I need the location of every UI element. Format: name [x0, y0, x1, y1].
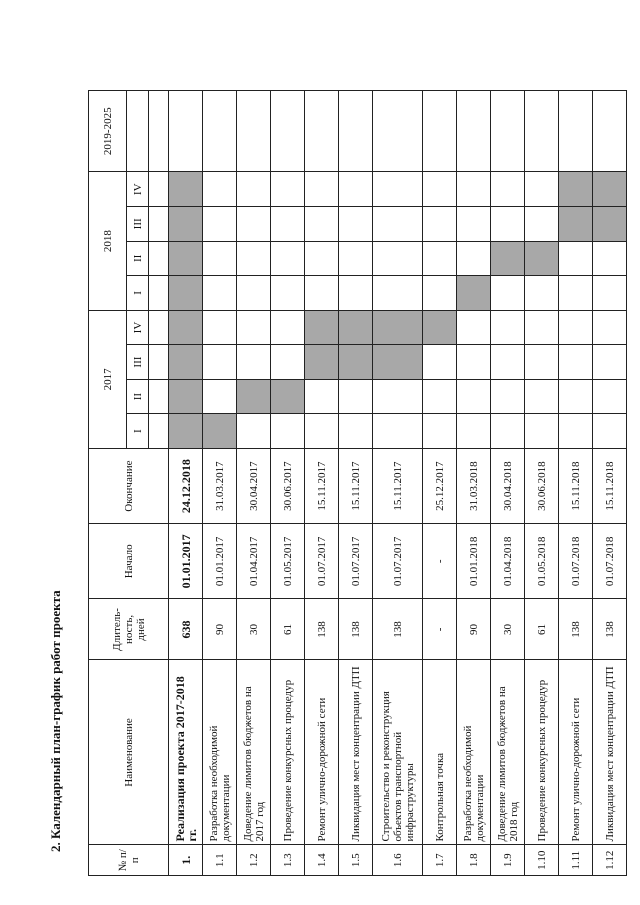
gantt-empty-cell — [559, 241, 593, 276]
col-header-num: № п/п — [89, 845, 169, 876]
col-header-quarter: III — [127, 345, 149, 380]
gantt-empty-cell — [305, 91, 339, 172]
gantt-empty-cell — [373, 241, 423, 276]
gantt-empty-cell — [423, 241, 457, 276]
row-name: Ремонт улично-дорожной сети — [559, 660, 593, 845]
row-start: - — [423, 524, 457, 599]
row-end: 24.12.2018 — [169, 448, 203, 523]
gantt-empty-cell — [491, 345, 525, 380]
gantt-empty-cell — [457, 91, 491, 172]
row-start: 01.04.2018 — [491, 524, 525, 599]
row-duration: 138 — [339, 599, 373, 660]
row-start: 01.07.2017 — [373, 524, 423, 599]
row-start: 01.07.2018 — [593, 524, 627, 599]
gantt-bar-cell — [305, 310, 339, 345]
gantt-empty-cell — [237, 207, 271, 242]
row-duration: - — [423, 599, 457, 660]
gantt-bar-cell — [423, 310, 457, 345]
gantt-empty-cell — [457, 310, 491, 345]
gantt-empty-cell — [339, 276, 373, 311]
gantt-empty-cell — [423, 207, 457, 242]
gantt-empty-cell — [339, 379, 373, 414]
gantt-empty-cell — [593, 310, 627, 345]
gantt-bar-cell — [169, 310, 203, 345]
gantt-empty-cell — [305, 207, 339, 242]
gantt-empty-cell — [203, 310, 237, 345]
table-row — [525, 91, 559, 876]
gantt-header-cell — [149, 276, 169, 311]
row-end: 30.06.2017 — [271, 448, 305, 523]
row-name: Разработка необходимой документации — [457, 660, 491, 845]
table-row — [593, 91, 627, 876]
table-row — [559, 91, 593, 876]
gantt-empty-cell — [423, 379, 457, 414]
gantt-empty-cell — [593, 345, 627, 380]
gantt-bar-cell — [203, 414, 237, 449]
row-start: 01.05.2017 — [271, 524, 305, 599]
gantt-empty-cell — [373, 91, 423, 172]
gantt-bar-cell — [305, 345, 339, 380]
table-row — [339, 91, 373, 876]
row-end: 30.04.2017 — [237, 448, 271, 523]
col-header-year-2018: 2018 — [89, 172, 127, 310]
gantt-empty-cell — [339, 91, 373, 172]
table-row — [457, 91, 491, 876]
gantt-empty-cell — [559, 310, 593, 345]
col-header-quarter: III — [127, 207, 149, 242]
gantt-bar-cell — [169, 241, 203, 276]
col-header-quarter: II — [127, 241, 149, 276]
gantt-empty-cell — [305, 379, 339, 414]
col-header-quarter: IV — [127, 172, 149, 207]
row-end: 15.11.2017 — [305, 448, 339, 523]
gantt-empty-cell — [491, 310, 525, 345]
gantt-empty-cell — [237, 172, 271, 207]
gantt-empty-cell — [237, 276, 271, 311]
row-end: 15.11.2017 — [373, 448, 423, 523]
col-header-year-2019-2025: 2019-2025 — [89, 91, 127, 172]
row-num: 1.4 — [305, 845, 339, 876]
table-row — [373, 91, 423, 876]
gantt-empty-cell — [525, 276, 559, 311]
table-row — [237, 91, 271, 876]
row-start: 01.05.2018 — [525, 524, 559, 599]
gantt-empty-cell — [305, 241, 339, 276]
gantt-empty-cell — [271, 91, 305, 172]
row-end: 15.11.2018 — [593, 448, 627, 523]
col-header-empty — [127, 91, 149, 172]
row-name: Ликвидация мест концентрации ДТП — [593, 660, 627, 845]
gantt-bar-cell — [491, 241, 525, 276]
gantt-empty-cell — [373, 172, 423, 207]
gantt-empty-cell — [593, 91, 627, 172]
schedule-table-body — [169, 91, 627, 876]
row-name: Проведение конкурсных процедур — [271, 660, 305, 845]
gantt-empty-cell — [491, 414, 525, 449]
row-start: 01.01.2017 — [169, 524, 203, 599]
gantt-empty-cell — [491, 379, 525, 414]
gantt-empty-cell — [491, 207, 525, 242]
row-end: 30.04.2018 — [491, 448, 525, 523]
schedule-table — [88, 90, 627, 876]
row-end: 31.03.2017 — [203, 448, 237, 523]
row-name: Ликвидация мест концентрации ДТП — [339, 660, 373, 845]
row-duration: 61 — [525, 599, 559, 660]
gantt-empty-cell — [271, 172, 305, 207]
gantt-empty-cell — [525, 345, 559, 380]
row-duration: 138 — [373, 599, 423, 660]
col-header-year-2017: 2017 — [89, 310, 127, 448]
gantt-empty-cell — [457, 241, 491, 276]
row-num: 1.8 — [457, 845, 491, 876]
gantt-empty-cell — [373, 414, 423, 449]
gantt-empty-cell — [237, 91, 271, 172]
gantt-empty-cell — [271, 241, 305, 276]
gantt-empty-cell — [271, 310, 305, 345]
gantt-bar-cell — [593, 207, 627, 242]
row-end: 31.03.2018 — [457, 448, 491, 523]
gantt-empty-cell — [593, 241, 627, 276]
row-name: Ремонт улично-дорожной сети — [305, 660, 339, 845]
gantt-bar-cell — [373, 345, 423, 380]
gantt-empty-cell — [559, 91, 593, 172]
gantt-empty-cell — [457, 345, 491, 380]
table-row — [305, 91, 339, 876]
gantt-empty-cell — [423, 414, 457, 449]
gantt-empty-cell — [525, 207, 559, 242]
row-end: 15.11.2017 — [339, 448, 373, 523]
row-num: 1. — [169, 845, 203, 876]
gantt-bar-cell — [339, 310, 373, 345]
page-heading: 2. Календарный план-график работ проекта — [48, 590, 63, 852]
row-name: Реализация проекта 2017-2018 гг. — [169, 660, 203, 845]
row-num: 1.12 — [593, 845, 627, 876]
gantt-empty-cell — [237, 414, 271, 449]
gantt-header-cell — [149, 91, 169, 172]
table-row — [203, 91, 237, 876]
row-duration: 138 — [593, 599, 627, 660]
gantt-empty-cell — [203, 276, 237, 311]
gantt-empty-cell — [593, 414, 627, 449]
gantt-empty-cell — [593, 276, 627, 311]
gantt-header-cell — [149, 379, 169, 414]
gantt-empty-cell — [203, 172, 237, 207]
row-duration: 138 — [305, 599, 339, 660]
gantt-empty-cell — [373, 379, 423, 414]
gantt-bar-cell — [271, 379, 305, 414]
row-num: 1.9 — [491, 845, 525, 876]
row-start: 01.07.2018 — [559, 524, 593, 599]
gantt-header-cell — [149, 345, 169, 380]
gantt-empty-cell — [237, 345, 271, 380]
row-name: Доведение лимитов бюджетов на 2018 год — [491, 660, 525, 845]
gantt-empty-cell — [525, 379, 559, 414]
gantt-empty-cell — [373, 207, 423, 242]
row-start: 01.07.2017 — [339, 524, 373, 599]
gantt-bar-cell — [237, 379, 271, 414]
col-header-start: Начало — [89, 524, 169, 599]
gantt-empty-cell — [525, 172, 559, 207]
gantt-empty-cell — [203, 379, 237, 414]
gantt-empty-cell — [339, 172, 373, 207]
gantt-bar-cell — [169, 207, 203, 242]
gantt-empty-cell — [525, 91, 559, 172]
gantt-bar-cell — [169, 172, 203, 207]
gantt-empty-cell — [305, 414, 339, 449]
row-num: 1.6 — [373, 845, 423, 876]
col-header-end: Окончание — [89, 448, 169, 523]
col-header-quarter: II — [127, 379, 149, 414]
gantt-empty-cell — [305, 276, 339, 311]
col-header-quarter: I — [127, 276, 149, 311]
gantt-empty-cell — [457, 379, 491, 414]
row-num: 1.2 — [237, 845, 271, 876]
schedule-table-container — [88, 90, 616, 876]
col-header-quarter: IV — [127, 310, 149, 345]
gantt-empty-cell — [491, 91, 525, 172]
gantt-header-cell — [149, 310, 169, 345]
gantt-empty-cell — [271, 207, 305, 242]
gantt-empty-cell — [339, 241, 373, 276]
row-name: Доведение лимитов бюджетов на 2017 год — [237, 660, 271, 845]
gantt-empty-cell — [559, 276, 593, 311]
row-num: 1.7 — [423, 845, 457, 876]
gantt-empty-cell — [423, 91, 457, 172]
gantt-bar-cell — [373, 310, 423, 345]
gantt-empty-cell — [559, 379, 593, 414]
gantt-empty-cell — [593, 379, 627, 414]
row-num: 1.5 — [339, 845, 373, 876]
gantt-empty-cell — [271, 345, 305, 380]
gantt-empty-cell — [423, 276, 457, 311]
gantt-bar-cell — [559, 172, 593, 207]
gantt-empty-cell — [525, 310, 559, 345]
row-start: 01.07.2017 — [305, 524, 339, 599]
row-end: 15.11.2018 — [559, 448, 593, 523]
gantt-bar-cell — [593, 172, 627, 207]
table-row — [169, 91, 203, 876]
row-num: 1.10 — [525, 845, 559, 876]
gantt-empty-cell — [271, 276, 305, 311]
row-name: Проведение конкурсных процедур — [525, 660, 559, 845]
table-row — [491, 91, 525, 876]
col-header-quarter: I — [127, 414, 149, 449]
gantt-empty-cell — [491, 276, 525, 311]
gantt-empty-cell — [457, 207, 491, 242]
gantt-empty-cell — [305, 172, 339, 207]
gantt-bar-cell — [525, 241, 559, 276]
gantt-header-cell — [149, 241, 169, 276]
gantt-empty-cell — [525, 414, 559, 449]
row-num: 1.3 — [271, 845, 305, 876]
gantt-header-cell — [149, 172, 169, 207]
col-header-duration: Длитель-ность, дней — [89, 599, 169, 660]
gantt-empty-cell — [457, 172, 491, 207]
gantt-empty-cell — [559, 345, 593, 380]
col-header-name: Наименование — [89, 660, 169, 845]
gantt-empty-cell — [559, 414, 593, 449]
table-row — [423, 91, 457, 876]
row-duration: 638 — [169, 599, 203, 660]
gantt-empty-cell — [271, 414, 305, 449]
row-start: 01.01.2018 — [457, 524, 491, 599]
gantt-bar-cell — [559, 207, 593, 242]
gantt-empty-cell — [203, 207, 237, 242]
gantt-header-cell — [149, 207, 169, 242]
gantt-empty-cell — [339, 207, 373, 242]
row-name: Разработка необходимой документации — [203, 660, 237, 845]
row-duration: 30 — [237, 599, 271, 660]
row-num: 1.11 — [559, 845, 593, 876]
row-num: 1.1 — [203, 845, 237, 876]
gantt-bar-cell — [169, 276, 203, 311]
gantt-header-cell — [149, 414, 169, 449]
gantt-empty-cell — [203, 345, 237, 380]
gantt-empty-cell — [373, 276, 423, 311]
row-end: 30.06.2018 — [525, 448, 559, 523]
row-duration: 138 — [559, 599, 593, 660]
gantt-empty-cell — [339, 414, 373, 449]
gantt-empty-cell — [203, 241, 237, 276]
table-row — [271, 91, 305, 876]
row-start: 01.01.2017 — [203, 524, 237, 599]
row-duration: 90 — [457, 599, 491, 660]
gantt-bar-cell — [169, 345, 203, 380]
gantt-bar-cell — [339, 345, 373, 380]
row-name: Строительство и реконструкция объектов транспортной инфраструктуры — [373, 660, 423, 845]
gantt-bar-cell — [169, 379, 203, 414]
gantt-empty-cell — [237, 241, 271, 276]
row-name: Контрольная точка — [423, 660, 457, 845]
gantt-bar-cell — [169, 414, 203, 449]
gantt-empty-cell — [423, 172, 457, 207]
row-duration: 61 — [271, 599, 305, 660]
row-duration: 30 — [491, 599, 525, 660]
row-start: 01.04.2017 — [237, 524, 271, 599]
row-end: 25.12.2017 — [423, 448, 457, 523]
gantt-empty-cell — [457, 414, 491, 449]
gantt-bar-cell — [457, 276, 491, 311]
gantt-empty-cell — [203, 91, 237, 172]
row-duration: 90 — [203, 599, 237, 660]
gantt-empty-cell — [169, 91, 203, 172]
gantt-empty-cell — [237, 310, 271, 345]
gantt-empty-cell — [423, 345, 457, 380]
gantt-empty-cell — [491, 172, 525, 207]
